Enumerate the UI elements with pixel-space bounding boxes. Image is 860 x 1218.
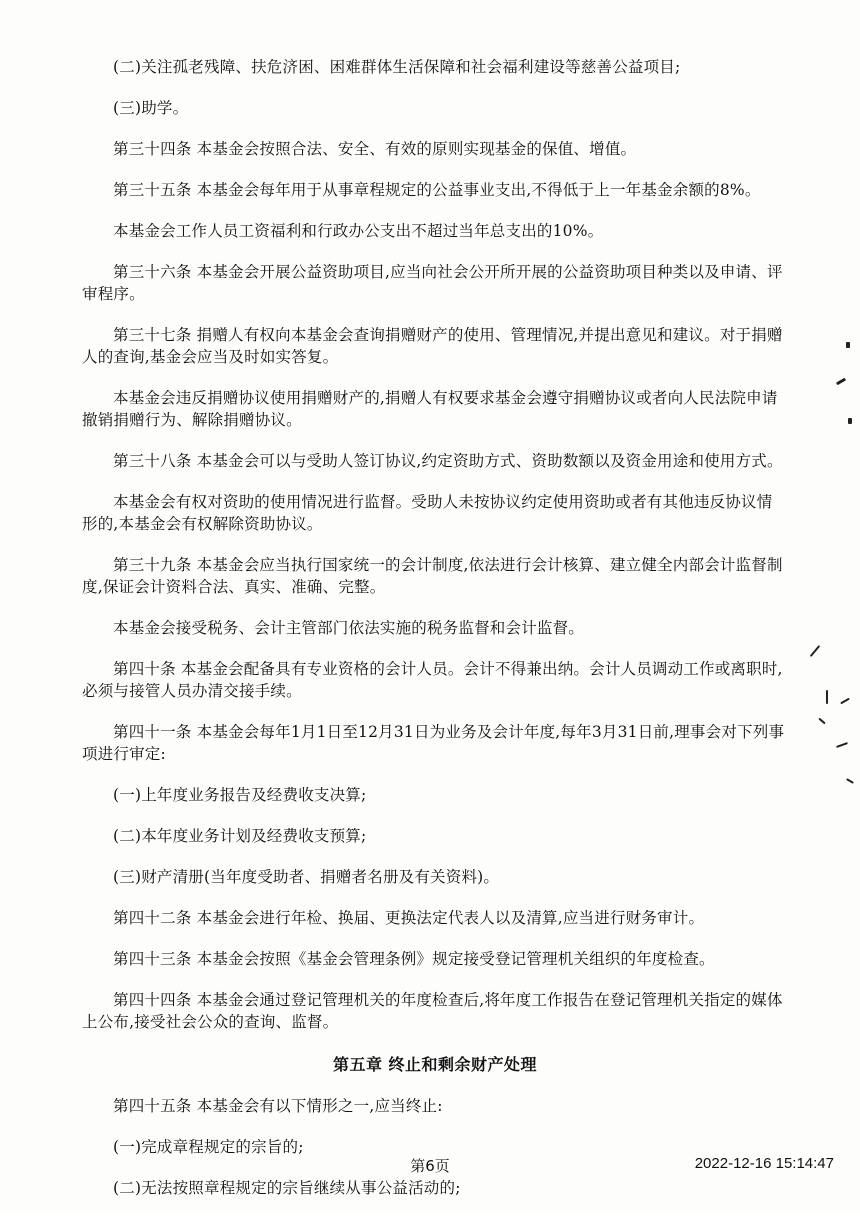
paragraph: (一)完成章程规定的宗旨的; bbox=[113, 1138, 304, 1156]
paragraph: 第四十三条 本基金会按照《基金会管理条例》规定接受登记管理机关组织的年度检查。 bbox=[113, 950, 715, 968]
scan-mark bbox=[840, 698, 850, 705]
paragraph: 第四十一条 本基金会每年1月1日至12月31日为业务及会计年度,每年3月31日前,理事会对下列事项进行审定: bbox=[82, 723, 785, 763]
document-body bbox=[82, 56, 788, 1218]
paragraph: 本基金会接受税务、会计主管部门依法实施的税务监督和会计监督。 bbox=[113, 619, 585, 637]
scan-mark bbox=[846, 342, 850, 348]
scan-mark bbox=[836, 742, 848, 748]
paragraph: 第四十条 本基金会配备具有专业资格的会计人员。会计不得兼出纳。会计人员调动工作或离职时,必须与接管人员办清交接手续。 bbox=[82, 660, 783, 700]
scan-mark bbox=[818, 718, 825, 725]
paragraph: (二)无法按照章程规定的宗旨继续从事公益活动的; bbox=[113, 1179, 461, 1197]
paragraph: 第四十四条 本基金会通过登记管理机关的年度检查后,将年度工作报告在登记管理机关指定的媒体上公布,接受社会公众的查询、监督。 bbox=[82, 991, 783, 1031]
paragraph: (二)关注孤老残障、扶危济困、困难群体生活保障和社会福利建设等慈善公益项目; bbox=[113, 58, 681, 76]
paragraph: 第三十七条 捐赠人有权向本基金会查询捐赠财产的使用、管理情况,并提出意见和建议。对于捐赠人的查询,基金会应当及时如实答复。 bbox=[82, 326, 783, 366]
scan-mark bbox=[836, 378, 846, 386]
scan-mark bbox=[810, 645, 821, 657]
paragraph: 本基金会工作人员工资福利和行政办公支出不超过当年总支出的10%。 bbox=[113, 222, 604, 240]
paragraph: (二)本年度业务计划及经费收支预算; bbox=[113, 827, 367, 845]
paragraph: 第三十九条 本基金会应当执行国家统一的会计制度,依法进行会计核算、建立健全内部会计监督制度,保证会计资料合法、真实、准确、完整。 bbox=[82, 556, 783, 596]
paragraph: 第四十二条 本基金会进行年检、换届、更换法定代表人以及清算,应当进行财务审计。 bbox=[113, 909, 705, 927]
scan-mark bbox=[848, 418, 852, 424]
paragraph: 第三十四条 本基金会按照合法、安全、有效的原则实现基金的保值、增值。 bbox=[113, 140, 637, 158]
page-number: 第6页 bbox=[410, 1157, 450, 1175]
paragraph: 本基金会有权对资助的使用情况进行监督。受助人未按协议约定使用资助或者有其他违反协议情形的,本基金会有权解除资助协议。 bbox=[82, 493, 773, 533]
paragraph: 第三十六条 本基金会开展公益资助项目,应当向社会公开所开展的公益资助项目种类以及申请、评审程序。 bbox=[82, 263, 783, 303]
paragraph: 第三十五条 本基金会每年用于从事章程规定的公益事业支出,不得低于上一年基金余额的8%。 bbox=[113, 181, 761, 199]
paragraph: (一)上年度业务报告及经费收支决算; bbox=[113, 786, 367, 804]
paragraph: 第四十五条 本基金会有以下情形之一,应当终止: bbox=[113, 1097, 443, 1115]
scan-mark bbox=[826, 690, 828, 704]
chapter-heading: 第五章 终止和剩余财产处理 bbox=[332, 1055, 538, 1074]
paragraph: 本基金会违反捐赠协议使用捐赠财产的,捐赠人有权要求基金会遵守捐赠协议或者向人民法院申请撤销捐赠行为、解除捐赠协议。 bbox=[82, 389, 778, 429]
scan-mark bbox=[846, 778, 854, 784]
paragraph: (三)财产清册(当年度受助者、捐赠者名册及有关资料)。 bbox=[113, 868, 500, 886]
paragraph: (三)助学。 bbox=[113, 99, 189, 117]
paragraph: 第三十八条 本基金会可以与受助人签订协议,约定资助方式、资助数额以及资金用途和使用方式。 bbox=[113, 452, 783, 470]
print-timestamp: 2022-12-16 15:14:47 bbox=[694, 1155, 834, 1172]
